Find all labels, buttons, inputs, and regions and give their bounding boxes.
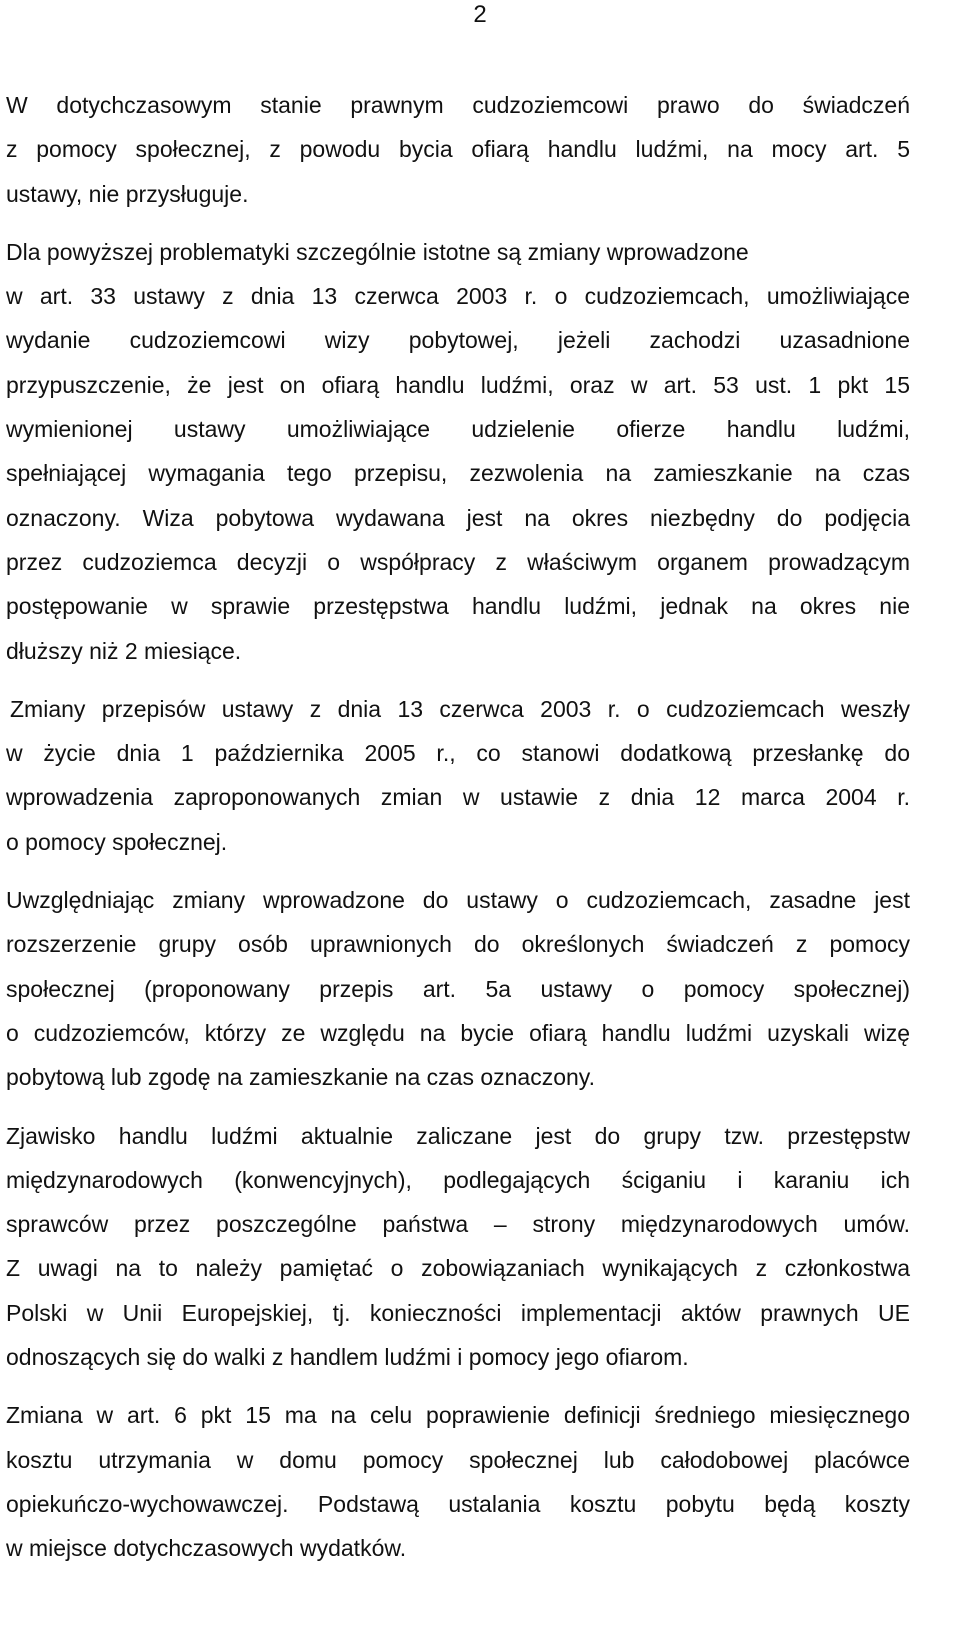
text-line: Dla powyższej problematyki szczególnie istotne są zmiany wprowadzone xyxy=(6,238,749,265)
paragraph-3 xyxy=(6,687,910,864)
document-body xyxy=(6,83,910,1571)
page-number: 2 xyxy=(473,1,487,28)
text-line: społecznej (proponowany przepis art. 5a ustawy o pomocy społecznej) xyxy=(6,975,910,1002)
text-line: przez cudzoziemca decyzji o współpracy z właściwym organem prowadzącym xyxy=(6,548,910,575)
paragraph-2 xyxy=(6,230,910,673)
text-line: opiekuńczo-wychowawczej. Podstawą ustalania kosztu pobytu będą koszty xyxy=(6,1490,910,1517)
paragraph-1 xyxy=(6,83,910,216)
text-line: postępowanie w sprawie przestępstwa handlu ludźmi, jednak na okres nie xyxy=(6,593,910,620)
text-line: w miejsce dotychczasowych wydatków. xyxy=(6,1535,407,1562)
text-line: Z uwagi na to należy pamiętać o zobowiązaniach wynikających z członkostwa xyxy=(6,1255,910,1282)
text-line: sprawców przez poszczególne państwa – strony międzynarodowych umów. xyxy=(6,1211,910,1238)
text-line: wydanie cudzoziemcowi wizy pobytowej, jeżeli zachodzi uzasadnione xyxy=(6,327,910,354)
text-line: rozszerzenie grupy osób uprawnionych do określonych świadczeń z pomocy xyxy=(6,931,910,958)
text-line: odnoszących się do walki z handlem ludźmi i pomocy jego ofiarom. xyxy=(6,1344,689,1371)
paragraph-6 xyxy=(6,1393,910,1570)
text-line: wprowadzenia zaproponowanych zmian w ustawie z dnia 12 marca 2004 r. xyxy=(6,784,910,811)
text-line: Uwzględniając zmiany wprowadzone do ustawy o cudzoziemcach, zasadne jest xyxy=(6,887,910,914)
text-line: w art. 33 ustawy z dnia 13 czerwca 2003 r. o cudzoziemcach, umożliwiające xyxy=(6,283,910,310)
text-line: wymienionej ustawy umożliwiające udzielenie ofierze handlu ludźmi, xyxy=(6,416,910,443)
paragraph-4 xyxy=(6,878,910,1099)
text-line: dłuższy niż 2 miesiące. xyxy=(6,637,242,664)
text-line: z pomocy społecznej, z powodu bycia ofiarą handlu ludźmi, na mocy art. 5 xyxy=(6,136,910,163)
text-line: Zjawisko handlu ludźmi aktualnie zaliczane jest do grupy tzw. przestępstw xyxy=(6,1122,910,1149)
text-line: Zmiana w art. 6 pkt 15 ma na celu poprawienie definicji średniego miesięcznego xyxy=(6,1402,910,1429)
text-line: ustawy, nie przysługuje. xyxy=(6,180,249,207)
text-line: Polski w Unii Europejskiej, tj. konieczności implementacji aktów prawnych UE xyxy=(6,1299,910,1326)
text-line: kosztu utrzymania w domu pomocy społecznej lub całodobowej placówce xyxy=(6,1446,910,1473)
text-line: Zmiany przepisów ustawy z dnia 13 czerwca 2003 r. o cudzoziemcach weszły xyxy=(10,695,910,722)
text-line: pobytową lub zgodę na zamieszkanie na czas oznaczony. xyxy=(6,1064,595,1091)
text-line: w życie dnia 1 października 2005 r., co stanowi dodatkową przesłankę do xyxy=(6,740,910,767)
text-line: międzynarodowych (konwencyjnych), podlegających ściganiu i karaniu ich xyxy=(6,1166,910,1193)
text-line: przypuszczenie, że jest on ofiarą handlu ludźmi, oraz w art. 53 ust. 1 pkt 15 xyxy=(6,371,910,398)
paragraph-5 xyxy=(6,1114,910,1380)
text-line: spełniającej wymagania tego przepisu, zezwolenia na zamieszkanie na czas xyxy=(6,460,910,487)
text-line: o cudzoziemców, którzy ze względu na bycie ofiarą handlu ludźmi uzyskali wizę xyxy=(6,1019,910,1046)
text-line: o pomocy społecznej. xyxy=(6,828,228,855)
text-line: W dotychczasowym stanie prawnym cudzoziemcowi prawo do świadczeń xyxy=(6,92,910,118)
text-line: oznaczony. Wiza pobytowa wydawana jest na okres niezbędny do podjęcia xyxy=(6,504,910,531)
